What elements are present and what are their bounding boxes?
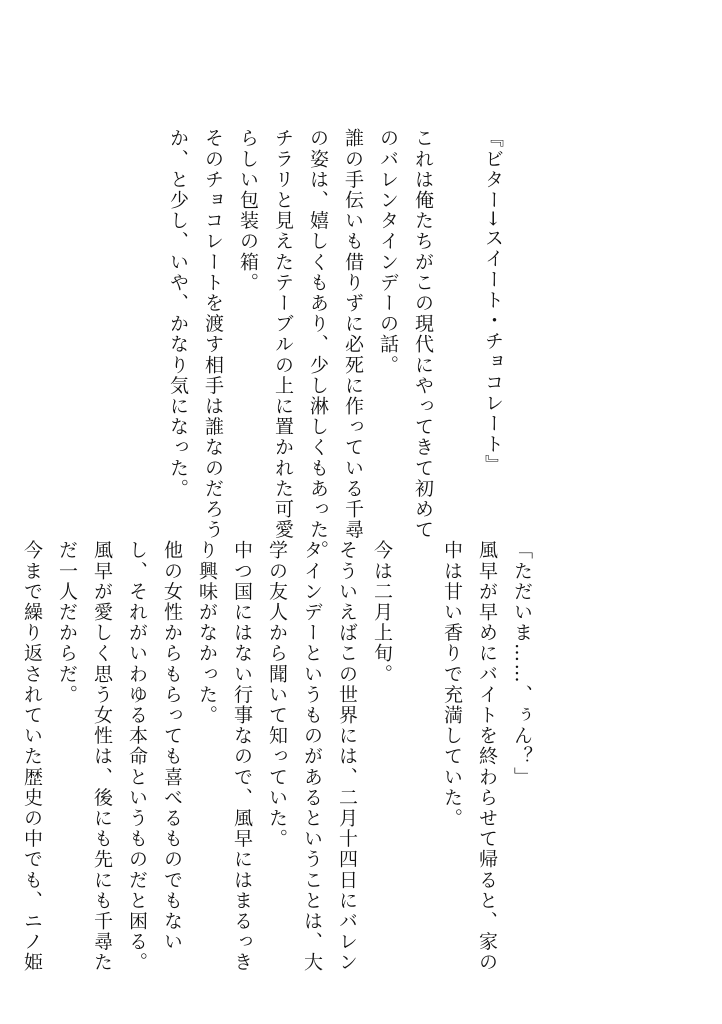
upper-text-block [160,128,510,561]
lower-text-block [14,540,539,973]
text-line: のバレンタインデーの話。 [377,128,399,376]
text-line: 今まで繰り返されていた歴史の中でも、ニノ姫 [21,540,43,973]
text-line: し、それがいわゆる本命というものだと困る。 [126,540,148,973]
text-line: そういえばこの世界には、二月十四日にバレン [336,540,358,973]
text-line: り興味がなかった。 [196,540,218,726]
text-line: らしい包装の箱。 [237,128,259,293]
text-line: 風早が愛しく思う女性は、後にも先にも千尋た [91,540,113,973]
text-line: の姿は、嬉しくもあり、少し淋しくもあった。 [307,128,329,561]
text-line: チラリと見えたテーブルの上に置かれた可愛 [272,128,294,540]
text-line: これは俺たちがこの現代にやってきて初めて [412,128,434,540]
text-line: 誰の手伝いも借りずに必死に作っている千尋 [342,128,364,540]
text-line: 学の友人から聞いて知っていた。 [266,540,288,849]
story-title: 『ビター→スイート・チョコレート』 [482,128,504,476]
text-line: だ一人だからだ。 [56,540,78,705]
text-line: タインデーというものがあるということは、大 [301,540,323,973]
text-line: 風早が早めにバイトを終わらせて帰ると、家の [476,540,498,973]
blank-line [440,128,475,488]
text-line: 今は二月上旬。 [371,540,393,685]
text-line: 中は甘い香りで充満していた。 [441,540,463,829]
text-line: か、と少し、いや、かなり気になった。 [167,128,189,499]
text-line: 他の女性からもらっても喜べるものでもない [161,540,183,952]
blank-line [399,540,434,900]
dialogue-line: 「ただいま……、ぅん？」 [511,540,533,788]
text-line: 中つ国にはない行事なので、風早にはまるっき [231,540,253,973]
text-line: そのチョコレートを渡す相手は誰なのだろう [202,128,224,540]
